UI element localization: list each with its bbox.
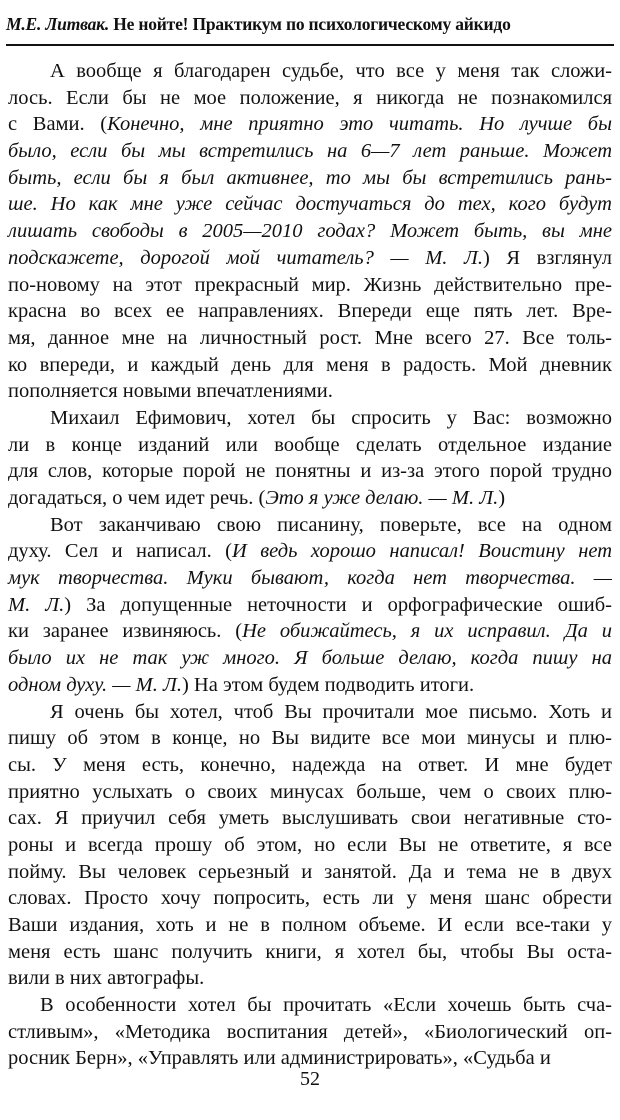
- text-segment: роны и всегда прошу об этом, но если Вы не ответите, я все: [8, 833, 612, 856]
- text-line: [8, 485, 612, 512]
- text-line: [8, 432, 612, 459]
- italic-segment: Конечно, мне приятно это читать. Но лучше бы: [107, 113, 612, 136]
- text-segment: приятно услыхать о своих минусах больше, чем о своих плю-: [8, 780, 612, 803]
- text-segment: сах. Я приучил себя уметь выслушивать свои негативные сто-: [8, 807, 612, 830]
- text-segment: словах. Просто хочу попросить, есть ли у меня шанс обрести: [8, 887, 612, 910]
- text-line: [8, 752, 612, 779]
- text-line: [8, 859, 612, 886]
- text-line: [8, 965, 612, 992]
- italic-segment: было их не так уж много. Я больше делаю, когда пишу на: [8, 647, 612, 670]
- text-line: [8, 378, 612, 405]
- text-segment: лось. Если бы не мое положение, я никогда не познакомился: [8, 86, 612, 109]
- page-number: 52: [300, 1068, 320, 1090]
- text-segment: ко впереди, и каждый день для меня в радость. Мой дневник: [8, 353, 612, 376]
- text-line: [8, 165, 612, 192]
- text-line: [8, 699, 612, 726]
- text-segment: пишу об этом в конце, но Вы видите все мои минусы и плю-: [8, 727, 612, 750]
- text-line: [8, 565, 612, 592]
- text-line: [8, 725, 612, 752]
- text-segment: В особенности хотел бы прочитать «Если хочешь быть сча-: [40, 994, 612, 1017]
- text-segment: ): [498, 487, 506, 509]
- paragraph: [8, 699, 612, 993]
- italic-segment: ше. Но как мне уже сейчас достучаться до тех, кого будут: [8, 193, 612, 216]
- paragraph: [8, 992, 612, 1072]
- text-line: [8, 512, 612, 539]
- text-segment: для слов, которые порой не понятны и из-за этого порой трудно: [8, 460, 612, 483]
- text-segment: меня есть шанс получить книги, я хотел бы, чтобы Вы оста-: [8, 940, 612, 963]
- italic-segment: Это я уже делаю. — М. Л.: [265, 487, 499, 509]
- text-line: [8, 1019, 612, 1046]
- paragraph: [8, 405, 612, 512]
- running-header: [6, 14, 614, 35]
- text-line: [8, 111, 612, 138]
- text-line: [8, 245, 612, 272]
- text-line: [8, 58, 612, 85]
- text-line: [8, 458, 612, 485]
- text-segment: духу. Сел и написал. (: [8, 540, 232, 563]
- italic-segment: Не обижайтесь, я их исправил. Да и: [242, 620, 612, 643]
- text-segment: Я очень бы хотел, чтоб Вы прочитали мое письмо. Хоть и: [50, 700, 612, 723]
- italic-segment: было, если бы мы встретились на 6—7 лет раньше. Может: [8, 140, 612, 163]
- text-line: [8, 645, 612, 672]
- text-line: [8, 85, 612, 112]
- italic-segment: одном духу. — М. Л.: [8, 673, 182, 696]
- text-segment: вили в них автографы.: [8, 967, 205, 990]
- text-line: [8, 912, 612, 939]
- text-segment: мя, данное мне на личностный рост. Мне всего 27. Все толь-: [8, 326, 612, 349]
- text-segment: стливым», «Методика воспитания детей», «Биологический оп-: [8, 1020, 612, 1043]
- text-line: [8, 618, 612, 645]
- text-segment: Ваши издания, хоть и не в полном объеме. И если все-таки у: [8, 914, 612, 936]
- text-line: [8, 272, 612, 299]
- italic-segment: лишать свободы в 2005—2010 годах? Может быть, вы мне: [8, 220, 612, 243]
- text-segment: красна во всех ее направлениях. Впереди еще пять лет. Вре-: [8, 300, 612, 323]
- text-segment: росник Берн», «Управлять или администрировать», «Судьба и: [8, 1047, 551, 1070]
- italic-segment: быть, если бы я был активнее, то мы бы встретились рань-: [8, 166, 612, 189]
- italic-segment: мук творчества. Муки бывают, когда нет творчества. —: [8, 567, 612, 590]
- italic-segment: М. Л.: [8, 593, 65, 616]
- text-segment: пополняется новыми впечатлениями.: [8, 380, 333, 403]
- text-segment: Вот заканчиваю свою писанину, поверьте, все на одном: [50, 513, 612, 536]
- header-title: Не нойте! Практикум по психологическому айкидо: [113, 14, 511, 34]
- body-text: [8, 58, 612, 1072]
- text-line: [8, 672, 612, 699]
- text-line: [8, 779, 612, 806]
- text-segment: догадаться, о чем идет речь. (: [8, 487, 266, 509]
- italic-segment: подскажете, дорогой мой читатель? — М. Л.: [8, 246, 483, 269]
- text-line: [8, 325, 612, 352]
- text-segment: пойму. Вы человек серьезный и занятой. Да и тема не в двух: [8, 860, 612, 883]
- text-segment: ) Я взглянул: [483, 246, 612, 269]
- text-line: [8, 885, 612, 912]
- text-line: [8, 138, 612, 165]
- text-line: [8, 538, 612, 565]
- paragraph: [8, 58, 612, 405]
- text-segment: А вообще я благодарен судьбе, что все у меня так сложи-: [50, 60, 612, 82]
- text-segment: сы. У меня есть, конечно, надежда на ответ. И мне будет: [8, 753, 612, 776]
- text-line: [8, 352, 612, 379]
- header-author: М.Е. Литвак.: [6, 14, 110, 34]
- text-line: [8, 405, 612, 432]
- text-segment: по-новому на этот прекрасный мир. Жизнь действительно пре-: [8, 273, 612, 296]
- paragraph: [8, 512, 612, 699]
- text-line: [8, 939, 612, 966]
- text-line: [8, 191, 612, 218]
- text-segment: ли в конце изданий или вообще сделать отдельное издание: [8, 433, 612, 456]
- text-segment: ) На этом будем подводить итоги.: [181, 673, 475, 696]
- text-segment: с Вами. (: [8, 113, 108, 136]
- text-line: [8, 592, 612, 619]
- text-line: [8, 992, 612, 1019]
- text-line: [8, 832, 612, 859]
- text-segment: ки заранее извиняюсь. (: [8, 620, 243, 643]
- text-line: [8, 218, 612, 245]
- text-line: [8, 298, 612, 325]
- text-segment: Михаил Ефимович, хотел бы спросить у Вас: возможно: [50, 406, 612, 429]
- text-line: [8, 805, 612, 832]
- text-segment: ) За допущенные неточности и орфографические ошиб-: [64, 593, 612, 616]
- italic-segment: И ведь хорошо написал! Воистину нет: [232, 540, 612, 563]
- header-rule: [6, 44, 614, 46]
